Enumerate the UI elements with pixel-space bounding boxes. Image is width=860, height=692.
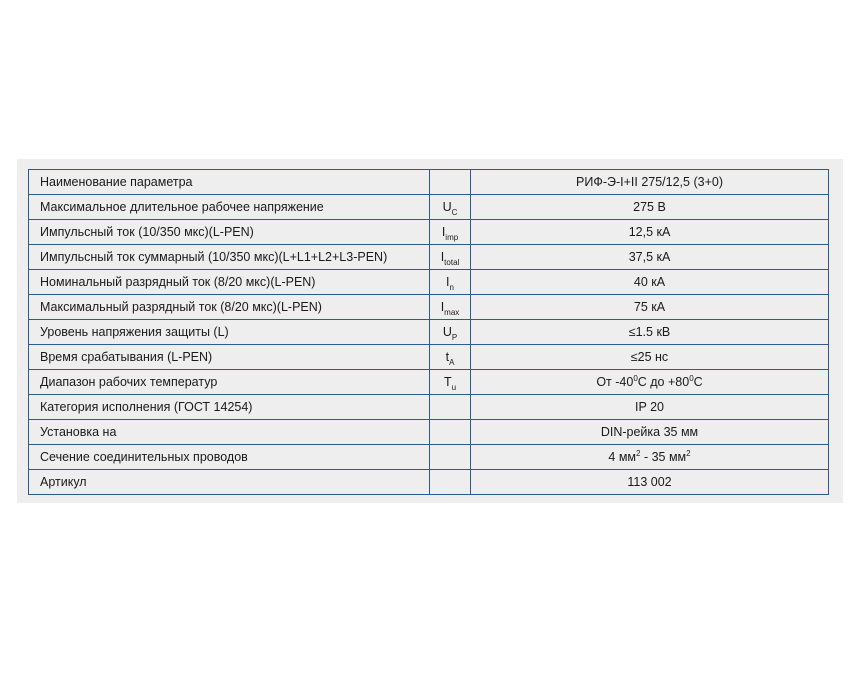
symbol-main: I [441, 225, 446, 239]
symbol-subscript: n [449, 283, 454, 292]
symbol-main: U [442, 200, 452, 214]
value-part: 4 мм [608, 450, 637, 464]
table-row [29, 270, 829, 295]
param-symbol [430, 345, 471, 370]
param-value: ≤1.5 кВ [471, 320, 829, 345]
param-name: Наименование параметра [29, 170, 430, 195]
param-name: Импульсный ток суммарный (10/350 мкс)(L+L1+L2+L3-PEN) [29, 245, 430, 270]
param-symbol [430, 445, 471, 470]
param-name: Максимальный разрядный ток (8/20 мкс)(L-PEN) [29, 295, 430, 320]
value-part: От -40 [596, 375, 634, 389]
param-symbol [430, 170, 471, 195]
param-name: Диапазон рабочих температур [29, 370, 430, 395]
value-part: С [693, 375, 703, 389]
param-value: 113 002 [471, 470, 829, 495]
symbol-subscript: A [449, 358, 455, 367]
symbol-subscript: u [451, 383, 457, 392]
param-value: 37,5 кА [471, 245, 829, 270]
spec-table [28, 169, 829, 495]
param-value: 275 В [471, 195, 829, 220]
symbol-subscript: imp [445, 233, 459, 242]
param-value: ≤25 нс [471, 345, 829, 370]
table-row [29, 395, 829, 420]
param-name: Максимальное длительное рабочее напряжение [29, 195, 430, 220]
table-row [29, 470, 829, 495]
value-superscript: 2 [686, 449, 691, 458]
param-symbol [430, 470, 471, 495]
table-row [29, 245, 829, 270]
table-row [29, 170, 829, 195]
param-value: РИФ-Э-I+II 275/12,5 (3+0) [471, 170, 829, 195]
param-value: 12,5 кА [471, 220, 829, 245]
value-part: - 35 мм [640, 450, 687, 464]
param-name: Артикул [29, 470, 430, 495]
value-superscript: 0 [689, 374, 694, 383]
param-name: Время срабатывания (L-PEN) [29, 345, 430, 370]
param-name: Категория исполнения (ГОСТ 14254) [29, 395, 430, 420]
value-superscript: 2 [636, 449, 641, 458]
symbol-subscript: C [451, 208, 458, 217]
param-value: DIN-рейка 35 мм [471, 420, 829, 445]
param-value: 75 кА [471, 295, 829, 320]
table-row [29, 320, 829, 345]
param-value: IP 20 [471, 395, 829, 420]
param-name: Импульсный ток (10/350 мкс)(L-PEN) [29, 220, 430, 245]
param-symbol [430, 295, 471, 320]
symbol-main: T [443, 375, 452, 389]
symbol-subscript: total [444, 258, 460, 267]
param-name: Номинальный разрядный ток (8/20 мкс)(L-PEN) [29, 270, 430, 295]
param-name: Сечение соединительных проводов [29, 445, 430, 470]
param-symbol [430, 370, 471, 395]
table-row [29, 220, 829, 245]
param-symbol [430, 420, 471, 445]
param-value: 40 кА [471, 270, 829, 295]
param-symbol [430, 395, 471, 420]
param-name: Установка на [29, 420, 430, 445]
value-part: С до +80 [637, 375, 690, 389]
table-row [29, 195, 829, 220]
symbol-main: I [440, 250, 445, 264]
param-symbol [430, 245, 471, 270]
param-symbol [430, 270, 471, 295]
param-symbol [430, 195, 471, 220]
table-row [29, 295, 829, 320]
param-value [471, 445, 829, 470]
table-row [29, 345, 829, 370]
param-name: Уровень напряжения защиты (L) [29, 320, 430, 345]
symbol-main: I [440, 300, 445, 314]
symbol-main: t [445, 350, 450, 364]
symbol-subscript: max [444, 308, 460, 317]
table-row [29, 420, 829, 445]
symbol-subscript: P [451, 333, 458, 342]
param-symbol [430, 320, 471, 345]
table-row [29, 370, 829, 395]
symbol-main: U [442, 325, 452, 339]
param-symbol [430, 220, 471, 245]
param-value [471, 370, 829, 395]
table-row [29, 445, 829, 470]
value-superscript: 0 [633, 374, 638, 383]
symbol-main: I [446, 275, 450, 289]
